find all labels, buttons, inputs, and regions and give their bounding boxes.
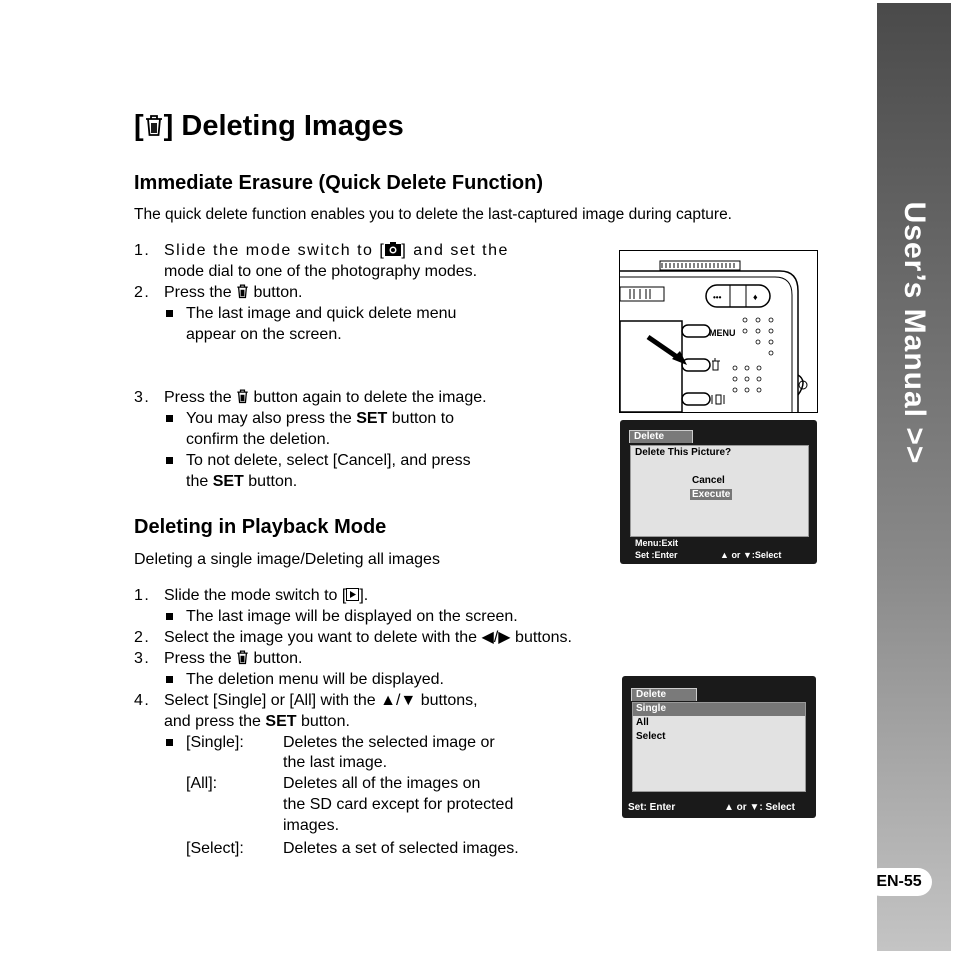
s2-step2-text-b: buttons. (515, 629, 572, 646)
s2-step4-line2-bold: SET (265, 713, 297, 730)
s1-step3-sub2-line2 (186, 472, 297, 492)
s1-step3-num: 3. (134, 389, 151, 406)
sidebar-title: User’s Manual >> (898, 201, 931, 465)
s2-step4-line2 (164, 712, 350, 732)
lcd1-cancel[interactable]: Cancel (692, 475, 725, 486)
s1-step1-text-a: Slide the mode switch to [ (164, 242, 386, 259)
bullet (166, 739, 173, 746)
bracket-close: ] (163, 110, 182, 142)
lcd1-foot-set: Set :Enter (635, 550, 678, 560)
s1-step2-text-a: Press the (164, 284, 232, 301)
s1-step1-line2: mode dial to one of the photography modes. (164, 263, 478, 280)
camera-icon (385, 242, 401, 256)
s1-step3-sub2-b: button. (248, 473, 298, 490)
lcd1-execute[interactable]: Execute (692, 489, 731, 500)
s1-step3-sub2-line1: To not delete, select [Cancel], and press (186, 452, 471, 469)
lcd1-foot-select (720, 550, 781, 560)
opt-all-key: [All]: (186, 775, 218, 792)
s1-step3-text-b: button again to delete the image. (253, 389, 487, 406)
s2-step4-line2-a: and press the (164, 713, 261, 730)
lcd1-select-text: :Select (751, 550, 782, 560)
opt-select-key: [Select]: (186, 840, 244, 857)
opt-all-line2: the SD card except for protected (283, 796, 514, 813)
lcd2-item-select[interactable]: Select (636, 731, 666, 742)
s2-step3-num: 3. (134, 650, 151, 667)
lcd2-foot-set: Set: Enter (628, 802, 676, 813)
up-arrow-icon: ▲ (720, 550, 729, 560)
trash-icon (236, 283, 249, 299)
bullet (166, 457, 173, 464)
s2-step1-text-a: Slide the mode switch to [ (164, 587, 347, 604)
bracket-open: [ (134, 110, 144, 142)
page-title-text: Deleting Images (181, 110, 404, 142)
s2-step1-num: 1. (134, 587, 151, 604)
down-arrow-icon: ▼ (742, 550, 752, 560)
bullet (166, 613, 173, 620)
lcd-delete-menu (622, 676, 816, 818)
section1-title: Immediate Erasure (Quick Delete Function) (134, 172, 543, 194)
lcd1-tab: Delete (629, 430, 693, 443)
lcd2-item-all[interactable]: All (636, 717, 649, 728)
lcd2-foot-select: ▲ or ▼: Select (724, 802, 795, 813)
s2-step3-sub: The deletion menu will be displayed. (186, 671, 444, 688)
sidebar-tab (877, 3, 951, 951)
opt-single-line1: Deletes the selected image or (283, 734, 495, 751)
s2-step3 (164, 649, 302, 669)
s2-step1-text-b: ]. (359, 587, 369, 604)
s1-step3-sub2-a: the (186, 473, 209, 490)
page-number: EN-55 (866, 868, 932, 896)
s1-step3-sub1-b: button to (391, 410, 455, 427)
s1-step3-text-a: Press the (164, 389, 232, 406)
page-title (134, 110, 404, 143)
s2-step2-num: 2. (134, 629, 151, 646)
lcd-quick-delete (620, 420, 817, 564)
s1-step2-sub-line2: appear on the screen. (186, 326, 342, 343)
svg-text:•••: ••• (713, 293, 722, 302)
bullet (166, 310, 173, 317)
s1-step2-text-b: button. (253, 284, 303, 301)
menu-button-label: MENU (709, 328, 736, 338)
s1-step3 (164, 388, 487, 408)
s1-step1-text-b: ] and set the (401, 242, 509, 259)
lcd2-tab: Delete (631, 688, 697, 701)
s2-step3-text-a: Press the (164, 650, 232, 667)
bullet (166, 415, 173, 422)
s2-step2-text-a: Select the image you want to delete with the (164, 629, 478, 646)
lcd1-question: Delete This Picture? (635, 447, 732, 458)
opt-single-line2: the last image. (283, 754, 388, 771)
s2-step2 (164, 628, 572, 648)
s1-step2-sub-line1: The last image and quick delete menu (186, 305, 457, 322)
s1-step2-num: 2. (134, 284, 151, 301)
up-down-arrow-icon: ▲/▼ (380, 692, 417, 709)
s2-step4-num: 4. (134, 692, 151, 709)
opt-single-key: [Single]: (186, 734, 244, 751)
bullet (166, 676, 173, 683)
s1-step2 (164, 283, 302, 303)
lcd1-foot-menu: Menu:Exit (635, 538, 679, 548)
s1-step3-sub1-bold: SET (356, 410, 388, 427)
s1-step3-sub1-a: You may also press the (186, 410, 352, 427)
opt-select-line1: Deletes a set of selected images. (283, 840, 519, 857)
s1-step1-line1 (164, 241, 509, 261)
playback-icon (346, 588, 359, 601)
opt-all-line1: Deletes all of the images on (283, 775, 481, 792)
trash-icon (236, 649, 249, 665)
lcd1-or: or (731, 550, 741, 560)
s2-step4-line2-b: button. (300, 713, 350, 730)
s2-step4-text-a: Select [Single] or [All] with the (164, 692, 376, 709)
trash-icon (144, 113, 164, 137)
s2-step4-text-b: buttons, (420, 692, 478, 709)
left-right-arrow-icon: ◀/▶ (481, 629, 511, 646)
s2-step4-line1 (164, 691, 478, 711)
section1-intro: The quick delete function enables you to delete the last-captured image during capture. (134, 206, 732, 223)
s2-step1 (164, 586, 368, 606)
section2-intro: Deleting a single image/Deleting all images (134, 551, 440, 568)
opt-all-line3: images. (283, 817, 340, 834)
s1-step3-sub1-line2: confirm the deletion. (186, 431, 331, 448)
s1-step1-num: 1. (134, 242, 151, 259)
s2-step1-sub: The last image will be displayed on the screen. (186, 608, 518, 625)
s1-step3-sub2-bold: SET (212, 473, 244, 490)
trash-icon (236, 388, 249, 404)
svg-text:♦: ♦ (753, 292, 758, 302)
camera-illustration (619, 250, 818, 413)
lcd2-item-single[interactable]: Single (636, 703, 667, 714)
s1-step3-sub1-line1 (186, 409, 454, 429)
section2-title: Deleting in Playback Mode (134, 516, 387, 538)
s2-step3-text-b: button. (253, 650, 303, 667)
